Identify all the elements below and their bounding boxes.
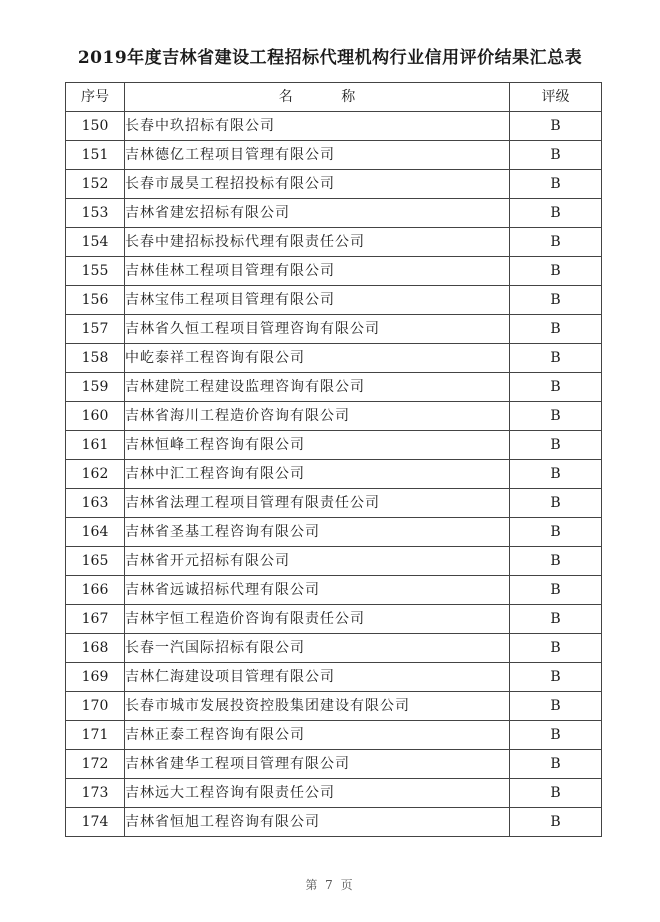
table-row xyxy=(66,228,602,257)
table-row xyxy=(66,808,602,837)
row-name-cell: 吉林省法理工程项目管理有限责任公司 xyxy=(125,489,510,518)
row-name-cell: 吉林省建宏招标有限公司 xyxy=(125,199,510,228)
row-name-cell: 吉林省海川工程造价咨询有限公司 xyxy=(125,402,510,431)
row-rating-cell: B xyxy=(510,460,602,489)
table-row xyxy=(66,286,602,315)
row-name-cell: 吉林省圣基工程咨询有限公司 xyxy=(125,518,510,547)
row-name-cell: 长春中建招标投标代理有限责任公司 xyxy=(125,228,510,257)
row-name-cell: 吉林仁海建设项目管理有限公司 xyxy=(125,663,510,692)
row-rating-cell: B xyxy=(510,518,602,547)
row-name-cell: 吉林省久恒工程项目管理咨询有限公司 xyxy=(125,315,510,344)
table-row xyxy=(66,489,602,518)
row-name-cell: 长春市晟昊工程招投标有限公司 xyxy=(125,170,510,199)
row-rating-cell: B xyxy=(510,605,602,634)
table-row xyxy=(66,605,602,634)
table-row xyxy=(66,721,602,750)
row-seq-cell: 157 xyxy=(66,315,125,344)
row-seq-cell: 150 xyxy=(66,112,125,141)
row-seq-cell: 160 xyxy=(66,402,125,431)
row-seq-cell: 153 xyxy=(66,199,125,228)
row-name-cell: 吉林宝伟工程项目管理有限公司 xyxy=(125,286,510,315)
table-row xyxy=(66,373,602,402)
row-name-cell: 吉林正泰工程咨询有限公司 xyxy=(125,721,510,750)
row-rating-cell: B xyxy=(510,547,602,576)
row-rating-cell: B xyxy=(510,489,602,518)
table-row xyxy=(66,692,602,721)
row-seq-cell: 158 xyxy=(66,344,125,373)
row-rating-cell: B xyxy=(510,257,602,286)
column-header-name-label: 名 称 xyxy=(278,89,378,105)
row-name-cell: 吉林省开元招标有限公司 xyxy=(125,547,510,576)
table-row xyxy=(66,634,602,663)
table-row xyxy=(66,547,602,576)
row-name-cell: 长春一汽国际招标有限公司 xyxy=(125,634,510,663)
row-seq-cell: 151 xyxy=(66,141,125,170)
row-rating-cell: B xyxy=(510,286,602,315)
row-name-cell: 吉林恒峰工程咨询有限公司 xyxy=(125,431,510,460)
table-row xyxy=(66,402,602,431)
row-rating-cell: B xyxy=(510,315,602,344)
row-seq-cell: 172 xyxy=(66,750,125,779)
table-row xyxy=(66,518,602,547)
table-header xyxy=(66,83,602,112)
row-seq-cell: 162 xyxy=(66,460,125,489)
row-seq-cell: 168 xyxy=(66,634,125,663)
row-rating-cell: B xyxy=(510,779,602,808)
table-row xyxy=(66,257,602,286)
row-rating-cell: B xyxy=(510,721,602,750)
page-title: 2019年度吉林省建设工程招标代理机构行业信用评价结果汇总表 xyxy=(77,48,583,68)
row-rating-cell: B xyxy=(510,112,602,141)
table-row xyxy=(66,315,602,344)
row-rating-cell: B xyxy=(510,750,602,779)
header-row xyxy=(66,83,602,112)
column-header-seq: 序号 xyxy=(66,83,125,112)
row-rating-cell: B xyxy=(510,373,602,402)
row-seq-cell: 159 xyxy=(66,373,125,402)
row-seq-cell: 170 xyxy=(66,692,125,721)
row-seq-cell: 169 xyxy=(66,663,125,692)
page-number: 第 7 页 xyxy=(305,878,355,892)
row-name-cell: 吉林建院工程建设监理咨询有限公司 xyxy=(125,373,510,402)
table-row xyxy=(66,779,602,808)
row-name-cell: 吉林远大工程咨询有限责任公司 xyxy=(125,779,510,808)
row-seq-cell: 155 xyxy=(66,257,125,286)
table-row xyxy=(66,141,602,170)
row-seq-cell: 174 xyxy=(66,808,125,837)
evaluation-table xyxy=(65,82,602,837)
row-seq-cell: 161 xyxy=(66,431,125,460)
row-name-cell: 长春中玖招标有限公司 xyxy=(125,112,510,141)
row-rating-cell: B xyxy=(510,199,602,228)
row-rating-cell: B xyxy=(510,576,602,605)
row-rating-cell: B xyxy=(510,141,602,170)
row-rating-cell: B xyxy=(510,634,602,663)
row-rating-cell: B xyxy=(510,431,602,460)
row-seq-cell: 154 xyxy=(66,228,125,257)
table-row xyxy=(66,431,602,460)
row-name-cell: 吉林德亿工程项目管理有限公司 xyxy=(125,141,510,170)
row-name-cell: 吉林省恒旭工程咨询有限公司 xyxy=(125,808,510,837)
row-name-cell: 吉林佳林工程项目管理有限公司 xyxy=(125,257,510,286)
row-seq-cell: 171 xyxy=(66,721,125,750)
row-name-cell: 中屹泰祥工程咨询有限公司 xyxy=(125,344,510,373)
row-rating-cell: B xyxy=(510,808,602,837)
row-name-cell: 长春市城市发展投资控股集团建设有限公司 xyxy=(125,692,510,721)
row-seq-cell: 173 xyxy=(66,779,125,808)
table-row xyxy=(66,344,602,373)
row-name-cell: 吉林中汇工程咨询有限公司 xyxy=(125,460,510,489)
table-body xyxy=(66,112,602,837)
table-row xyxy=(66,170,602,199)
row-name-cell: 吉林省建华工程项目管理有限公司 xyxy=(125,750,510,779)
table-row xyxy=(66,663,602,692)
row-rating-cell: B xyxy=(510,344,602,373)
column-header-name xyxy=(125,83,510,112)
row-seq-cell: 152 xyxy=(66,170,125,199)
row-seq-cell: 166 xyxy=(66,576,125,605)
table-row xyxy=(66,199,602,228)
row-rating-cell: B xyxy=(510,170,602,199)
table-row xyxy=(66,112,602,141)
row-seq-cell: 167 xyxy=(66,605,125,634)
row-seq-cell: 156 xyxy=(66,286,125,315)
table-row xyxy=(66,460,602,489)
row-rating-cell: B xyxy=(510,692,602,721)
row-seq-cell: 164 xyxy=(66,518,125,547)
table-row xyxy=(66,750,602,779)
row-rating-cell: B xyxy=(510,402,602,431)
table-row xyxy=(66,576,602,605)
row-name-cell: 吉林省远诚招标代理有限公司 xyxy=(125,576,510,605)
row-rating-cell: B xyxy=(510,663,602,692)
row-seq-cell: 165 xyxy=(66,547,125,576)
row-name-cell: 吉林宇恒工程造价咨询有限责任公司 xyxy=(125,605,510,634)
row-seq-cell: 163 xyxy=(66,489,125,518)
row-rating-cell: B xyxy=(510,228,602,257)
column-header-rating: 评级 xyxy=(510,83,602,112)
